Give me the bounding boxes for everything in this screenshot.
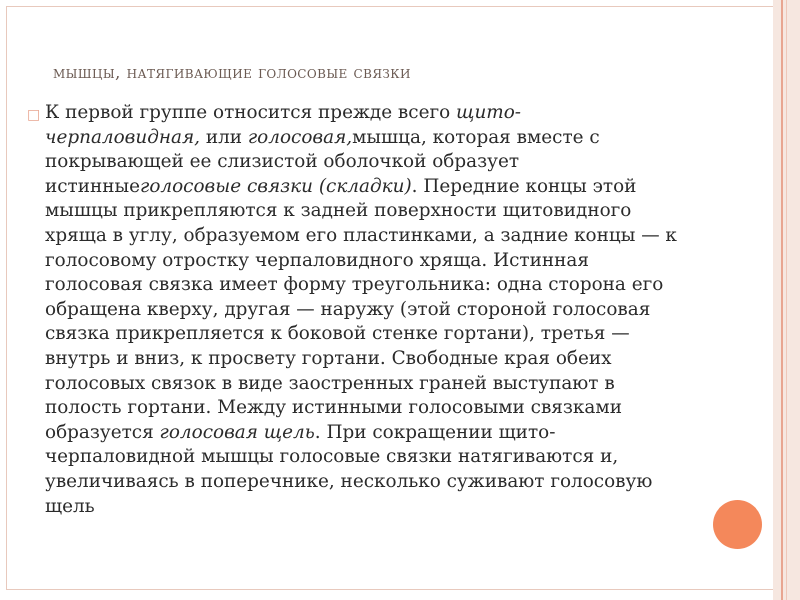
right-decorative-line bbox=[781, 0, 783, 600]
text-line: связка прикрепляется к боковой стенке гортани), третья — bbox=[45, 323, 630, 345]
text-line: черпаловидная, или голосовая,мышца, которая вместе с bbox=[45, 126, 600, 148]
body-paragraph bbox=[45, 101, 745, 519]
text-line: обращена кверху, другая — наружу (этой стороной голосовая bbox=[45, 298, 651, 320]
text-line: истинныеголосовые связки (складки). Передние концы этой bbox=[45, 175, 637, 197]
text-line: щель bbox=[45, 495, 95, 517]
text-line: хряща в углу, образуемом его пластинками, а задние концы — к bbox=[45, 224, 677, 246]
text-line: голосовых связок в виде заостренных граней выступают в bbox=[45, 372, 615, 394]
text-line: внутрь и вниз, к просвету гортани. Свободные края обеих bbox=[45, 347, 612, 369]
text-line: голосовому отростку черпаловидного хряща. Истинная bbox=[45, 249, 589, 271]
right-decorative-line-thin bbox=[786, 0, 787, 600]
text-line: мышцы прикрепляются к задней поверхности щитовидного bbox=[45, 200, 632, 222]
bullet-icon: □ bbox=[27, 107, 41, 123]
text-line: образуется голосовая щель. При сокращении щито- bbox=[45, 421, 556, 443]
text-line: полость гортани. Между истинными голосовыми связками bbox=[45, 397, 622, 419]
text-line: голосовая связка имеет форму треугольника: одна сторона его bbox=[45, 274, 664, 296]
text-line: покрывающей ее слизистой оболочкой образует bbox=[45, 151, 520, 173]
slide-title: мышцы, натягивающие голосовые связки bbox=[53, 63, 411, 83]
text-line: увеличиваясь в поперечнике, несколько суживают голосовую bbox=[45, 470, 653, 492]
text-line: черпаловидной мышцы голосовые связки натягиваются и, bbox=[45, 446, 619, 468]
decorative-circle bbox=[713, 500, 762, 549]
text-line: К первой группе относится прежде всего щито- bbox=[45, 102, 522, 123]
